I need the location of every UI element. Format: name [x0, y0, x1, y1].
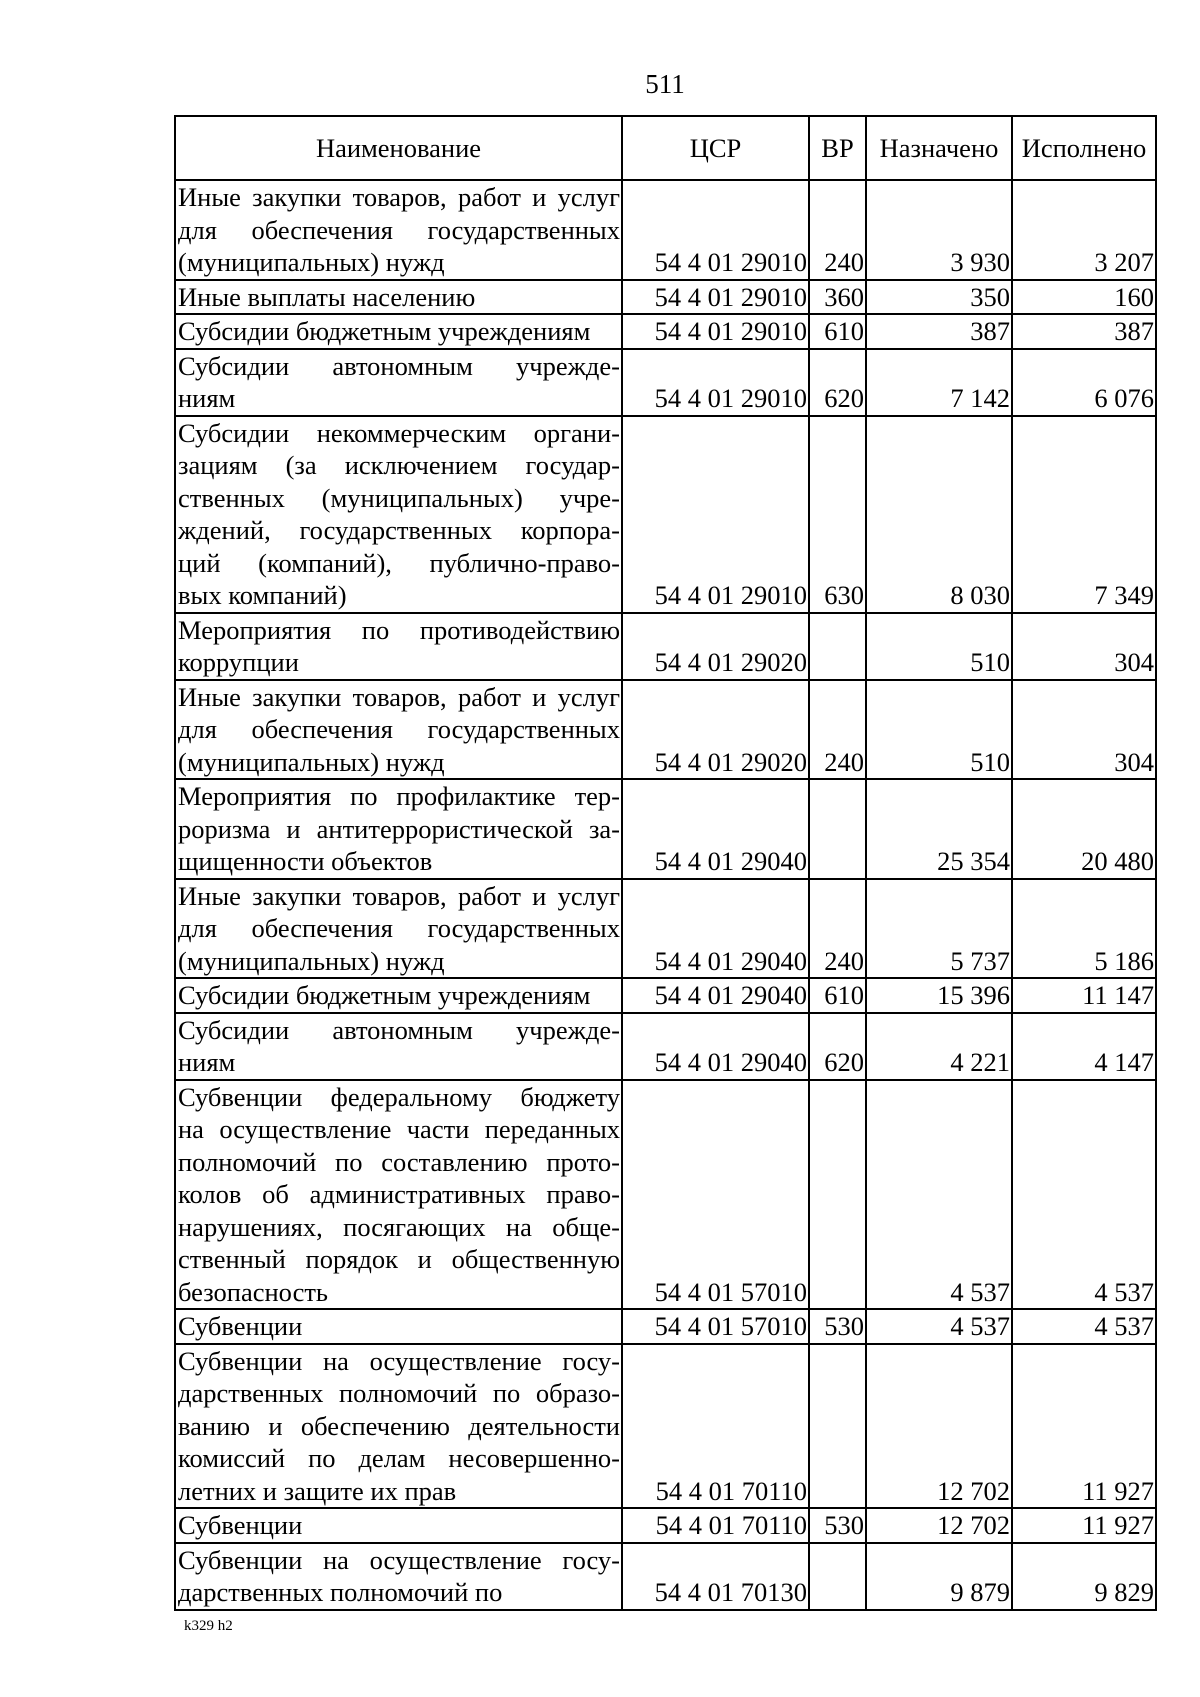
header-vr: ВР [809, 116, 866, 180]
row-vr: 610 [809, 978, 866, 1013]
row-name [175, 1344, 622, 1509]
row-vr [809, 1080, 866, 1310]
row-name [175, 180, 622, 280]
row-executed: 7 349 [1012, 416, 1156, 613]
table-row [175, 416, 1156, 613]
row-name-line: Субвенции [178, 1311, 303, 1341]
row-vr: 240 [809, 680, 866, 780]
row-name-line: вых компаний) [178, 580, 347, 610]
row-name [175, 1309, 622, 1344]
row-name-line: Субвенции на осуществление госу- [178, 1345, 620, 1376]
row-name [175, 349, 622, 416]
row-planned: 7 142 [866, 349, 1012, 416]
row-executed: 4 537 [1012, 1309, 1156, 1344]
row-executed: 11 927 [1012, 1508, 1156, 1543]
row-name [175, 779, 622, 879]
table-row [175, 613, 1156, 680]
table-body [175, 180, 1156, 1610]
row-name-line: безопасность [178, 1276, 329, 1307]
row-planned: 25 354 [866, 779, 1012, 879]
budget-table [174, 115, 1157, 1611]
row-name-line: ственный порядок и общественную [178, 1244, 620, 1274]
table-row [175, 1309, 1156, 1344]
row-csr: 54 4 01 29010 [622, 416, 809, 613]
table-row [175, 1013, 1156, 1080]
row-name-line: (муниципальных) нужд [178, 247, 445, 277]
row-planned: 4 221 [866, 1013, 1012, 1080]
row-name [175, 314, 622, 349]
row-executed: 3 207 [1012, 180, 1156, 280]
row-vr [809, 1344, 866, 1509]
row-name-line: нарушениях, посягающих на обще- [178, 1211, 620, 1242]
table-row [175, 1344, 1156, 1509]
row-executed: 11 147 [1012, 978, 1156, 1013]
row-csr: 54 4 01 29010 [622, 280, 809, 315]
row-executed: 4 537 [1012, 1080, 1156, 1310]
row-name-line: ственных (муниципальных) учре- [178, 482, 620, 513]
row-vr: 620 [809, 349, 866, 416]
row-name-line: ниям [178, 383, 236, 413]
row-csr: 54 4 01 29040 [622, 879, 809, 979]
row-name-line: зациям (за исключением государ- [178, 450, 620, 480]
row-csr: 54 4 01 29010 [622, 349, 809, 416]
table-row [175, 349, 1156, 416]
row-name-line: Субвенции на осуществление госу- [178, 1544, 620, 1575]
row-vr: 360 [809, 280, 866, 315]
row-vr: 620 [809, 1013, 866, 1080]
row-name-line: Субсидии бюджетным учреждениям [178, 980, 591, 1010]
row-name-line: полномочий по составлению прото- [178, 1146, 620, 1177]
row-csr: 54 4 01 29040 [622, 779, 809, 879]
table-row [175, 978, 1156, 1013]
row-name-line: (муниципальных) нужд [178, 746, 445, 777]
row-name-line: на осуществление части переданных [178, 1114, 620, 1144]
row-name [175, 1013, 622, 1080]
row-name [175, 978, 622, 1013]
row-name-line: для обеспечения государственных [178, 214, 620, 245]
row-csr: 54 4 01 57010 [622, 1080, 809, 1310]
row-planned: 510 [866, 680, 1012, 780]
row-executed: 5 186 [1012, 879, 1156, 979]
row-name-line: Субсидии некоммерческим органи- [178, 417, 620, 448]
row-planned: 4 537 [866, 1309, 1012, 1344]
row-csr: 54 4 01 29010 [622, 180, 809, 280]
row-name [175, 1508, 622, 1543]
row-vr: 630 [809, 416, 866, 613]
row-name [175, 1543, 622, 1610]
row-name-line: Иные закупки товаров, работ и услуг [178, 681, 620, 712]
row-executed: 4 147 [1012, 1013, 1156, 1080]
row-csr: 54 4 01 70130 [622, 1543, 809, 1610]
row-executed: 160 [1012, 280, 1156, 315]
row-vr: 530 [809, 1309, 866, 1344]
table-row [175, 1543, 1156, 1610]
row-name-line: Субсидии автономным учрежде- [178, 1014, 620, 1045]
row-name-line: (муниципальных) нужд [178, 945, 445, 976]
row-name-line: Иные закупки товаров, работ и услуг [178, 182, 620, 212]
row-name-line: ций (компаний), публично-право- [178, 547, 620, 578]
row-name-line: Мероприятия по противодействию [178, 614, 620, 645]
row-name [175, 879, 622, 979]
header-csr: ЦСР [622, 116, 809, 180]
row-csr: 54 4 01 29020 [622, 680, 809, 780]
row-planned: 15 396 [866, 978, 1012, 1013]
row-csr: 54 4 01 70110 [622, 1344, 809, 1509]
table-row [175, 1080, 1156, 1310]
table-row [175, 680, 1156, 780]
row-name-line: Субвенции [178, 1510, 303, 1540]
row-name-line: Субсидии автономным учрежде- [178, 350, 620, 381]
row-name-line: ниям [178, 1047, 236, 1077]
row-name [175, 680, 622, 780]
row-name-line: колов об административных право- [178, 1179, 620, 1209]
row-name-line: Иные закупки товаров, работ и услуг [178, 880, 620, 911]
row-executed: 387 [1012, 314, 1156, 349]
table-row [175, 180, 1156, 280]
row-executed: 9 829 [1012, 1543, 1156, 1610]
row-planned: 12 702 [866, 1344, 1012, 1509]
row-planned: 9 879 [866, 1543, 1012, 1610]
header-planned: Назначено [866, 116, 1012, 180]
row-name-line: для обеспечения государственных [178, 714, 620, 744]
row-vr: 240 [809, 879, 866, 979]
row-planned: 350 [866, 280, 1012, 315]
row-executed: 11 927 [1012, 1344, 1156, 1509]
row-name-line: Иные выплаты населению [178, 281, 476, 312]
row-vr: 610 [809, 314, 866, 349]
table-row [175, 779, 1156, 879]
footer-code: k329 h2 [184, 1618, 233, 1634]
row-name-line: для обеспечения государственных [178, 913, 620, 943]
row-name-line: коррупции [178, 647, 299, 677]
row-csr: 54 4 01 57010 [622, 1309, 809, 1344]
row-csr: 54 4 01 29040 [622, 978, 809, 1013]
header-executed: Исполнено [1012, 116, 1156, 180]
table-row [175, 280, 1156, 315]
table-row [175, 879, 1156, 979]
row-csr: 54 4 01 29010 [622, 314, 809, 349]
row-name-line: ждений, государственных корпора- [178, 515, 620, 545]
row-vr [809, 613, 866, 680]
row-csr: 54 4 01 29040 [622, 1013, 809, 1080]
row-planned: 3 930 [866, 180, 1012, 280]
row-executed: 304 [1012, 613, 1156, 680]
row-name-line: комиссий по делам несовершенно- [178, 1443, 620, 1473]
row-name [175, 280, 622, 315]
row-name [175, 1080, 622, 1310]
row-name [175, 416, 622, 613]
row-name [175, 613, 622, 680]
table-header-row [175, 116, 1156, 180]
row-name-line: Субсидии бюджетным учреждениям [178, 316, 591, 346]
table-row [175, 314, 1156, 349]
row-name-line: роризма и антитеррористической за- [178, 813, 620, 844]
row-executed: 304 [1012, 680, 1156, 780]
row-name-line: летних и защите их прав [178, 1475, 457, 1506]
row-vr: 240 [809, 180, 866, 280]
row-csr: 54 4 01 70110 [622, 1508, 809, 1543]
row-executed: 6 076 [1012, 349, 1156, 416]
row-vr [809, 1543, 866, 1610]
row-planned: 12 702 [866, 1508, 1012, 1543]
row-name-line: щищенности объектов [178, 846, 433, 876]
row-planned: 387 [866, 314, 1012, 349]
row-name-line: дарственных полномочий по [178, 1577, 503, 1607]
page-number: 511 [645, 69, 685, 99]
row-planned: 4 537 [866, 1080, 1012, 1310]
table-row [175, 1508, 1156, 1543]
row-name-line: Мероприятия по профилактике тер- [178, 781, 620, 811]
row-planned: 5 737 [866, 879, 1012, 979]
header-name: Наименование [175, 116, 622, 180]
row-vr: 530 [809, 1508, 866, 1543]
row-planned: 8 030 [866, 416, 1012, 613]
row-planned: 510 [866, 613, 1012, 680]
row-name-line: Субвенции федеральному бюджету [178, 1081, 620, 1112]
row-name-line: ванию и обеспечению деятельности [178, 1410, 620, 1441]
row-csr: 54 4 01 29020 [622, 613, 809, 680]
row-executed: 20 480 [1012, 779, 1156, 879]
row-vr [809, 779, 866, 879]
row-name-line: дарственных полномочий по образо- [178, 1378, 620, 1408]
